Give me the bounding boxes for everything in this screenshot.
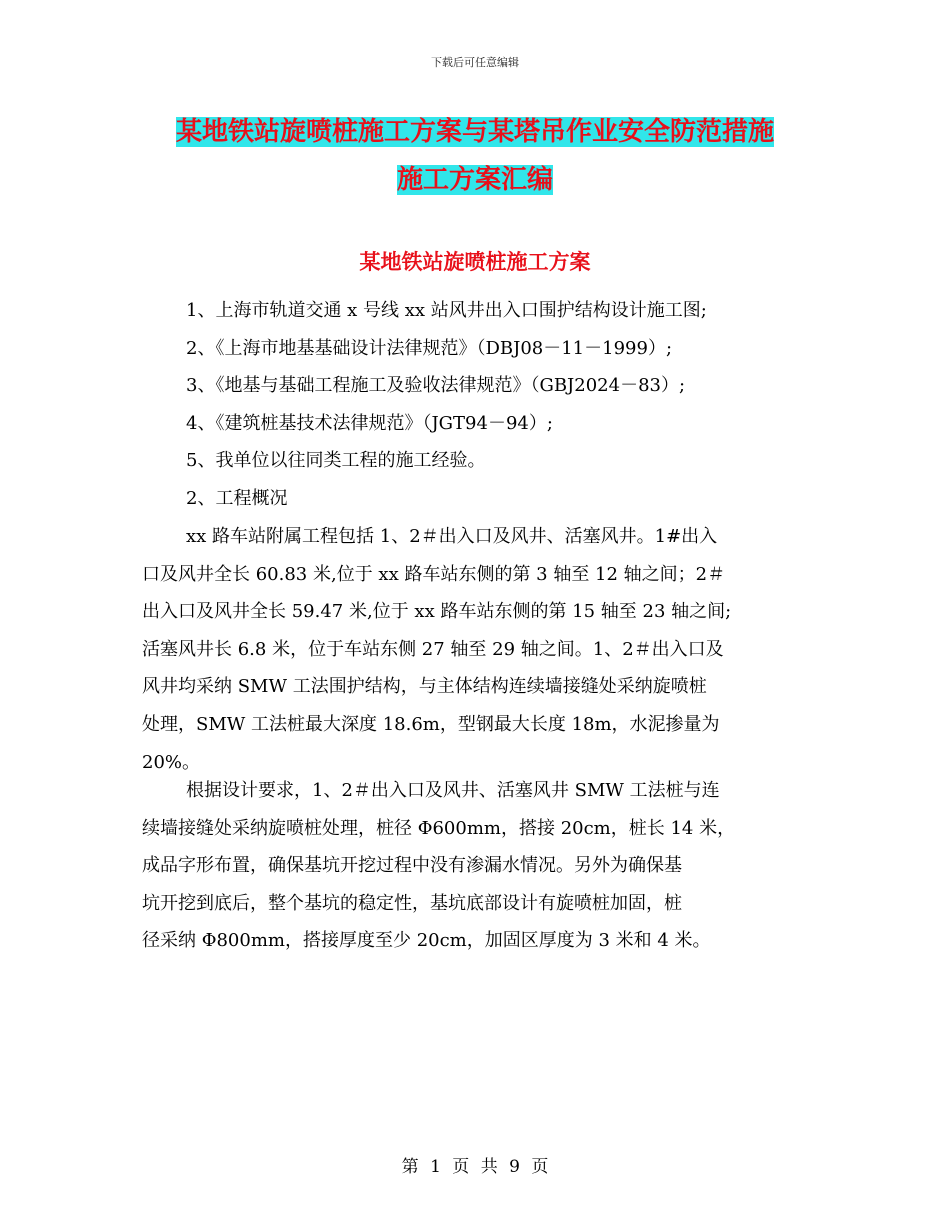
paragraph-line: 根据设计要求，1、2＃出入口及风井、活塞风井 SMW 工法桩与连	[186, 780, 720, 801]
paragraph-line: xx 路车站附属工程包括 1、2＃出入口及风井、活塞风井。1#出入	[186, 526, 718, 547]
paragraph-line: 续墙接缝处采纳旋喷桩处理，桩径 Φ600mm，搭接 20cm，桩长 14 米，	[142, 817, 736, 839]
list-item: 2、《上海市地基基础设计法律规范》（DBJ08－11－1999）;	[186, 337, 673, 359]
section-title: 某地铁站旋喷桩施工方案	[359, 249, 591, 274]
paragraph-line: 径采纳 Φ800mm，搭接厚度至少 20cm，加固区厚度为 3 米和 4 米。	[142, 930, 711, 952]
title-line-1: 某地铁站旋喷桩施工方案与某塔吊作业安全防范措施	[175, 117, 774, 147]
list-item: 1、上海市轨道交通 x 号线 xx 站风井出入口围护结构设计施工图;	[186, 300, 707, 321]
reference-list	[186, 292, 866, 518]
paragraph-line: 坑开挖到底后，整个基坑的稳定性，基坑底部设计有旋喷桩加固，桩	[142, 892, 682, 914]
paragraph-line: 处理，SMW 工法桩最大深度 18.6m，型钢最大长度 18m，水泥掺量为	[142, 713, 720, 735]
paragraph-line: 口及风井全长 60.83 米,位于 xx 路车站东侧的第 3 轴至 12 轴之间；2＃	[142, 563, 726, 585]
paragraph-line: 成品字形布置，确保基坑开挖过程中没有渗漏水情况。另外为确保基	[142, 855, 682, 877]
paragraph-line: 活塞风井长 6.8 米，位于车站东侧 27 轴至 29 轴之间。1、2＃出入口及	[142, 638, 724, 660]
paragraph-line: 20%。	[142, 751, 201, 773]
list-item: 2、工程概况	[186, 487, 288, 509]
paragraph-line: 出入口及风井全长 59.47 米,位于 xx 路车站东侧的第 15 轴至 23 轴之间;	[142, 601, 732, 623]
page-footer: 第 1 页 共 9 页	[401, 1157, 549, 1177]
project-overview-paragraph	[142, 518, 822, 781]
design-requirements-paragraph	[142, 772, 822, 960]
paragraph-line: 风井均采纳 SMW 工法围护结构，与主体结构连续墙接缝处采纳旋喷桩	[142, 676, 707, 698]
header-note: 下载后可任意编辑	[431, 56, 519, 69]
list-item: 5、我单位以往同类工程的施工经验。	[186, 450, 486, 472]
list-item: 3、《地基与基础工程施工及验收法律规范》（GBJ2024－83）;	[186, 375, 686, 397]
title-line-2: 施工方案汇编	[396, 165, 553, 195]
list-item: 4、《建筑桩基技术法律规范》（JGT94－94）;	[186, 412, 553, 434]
document-title	[0, 108, 950, 204]
